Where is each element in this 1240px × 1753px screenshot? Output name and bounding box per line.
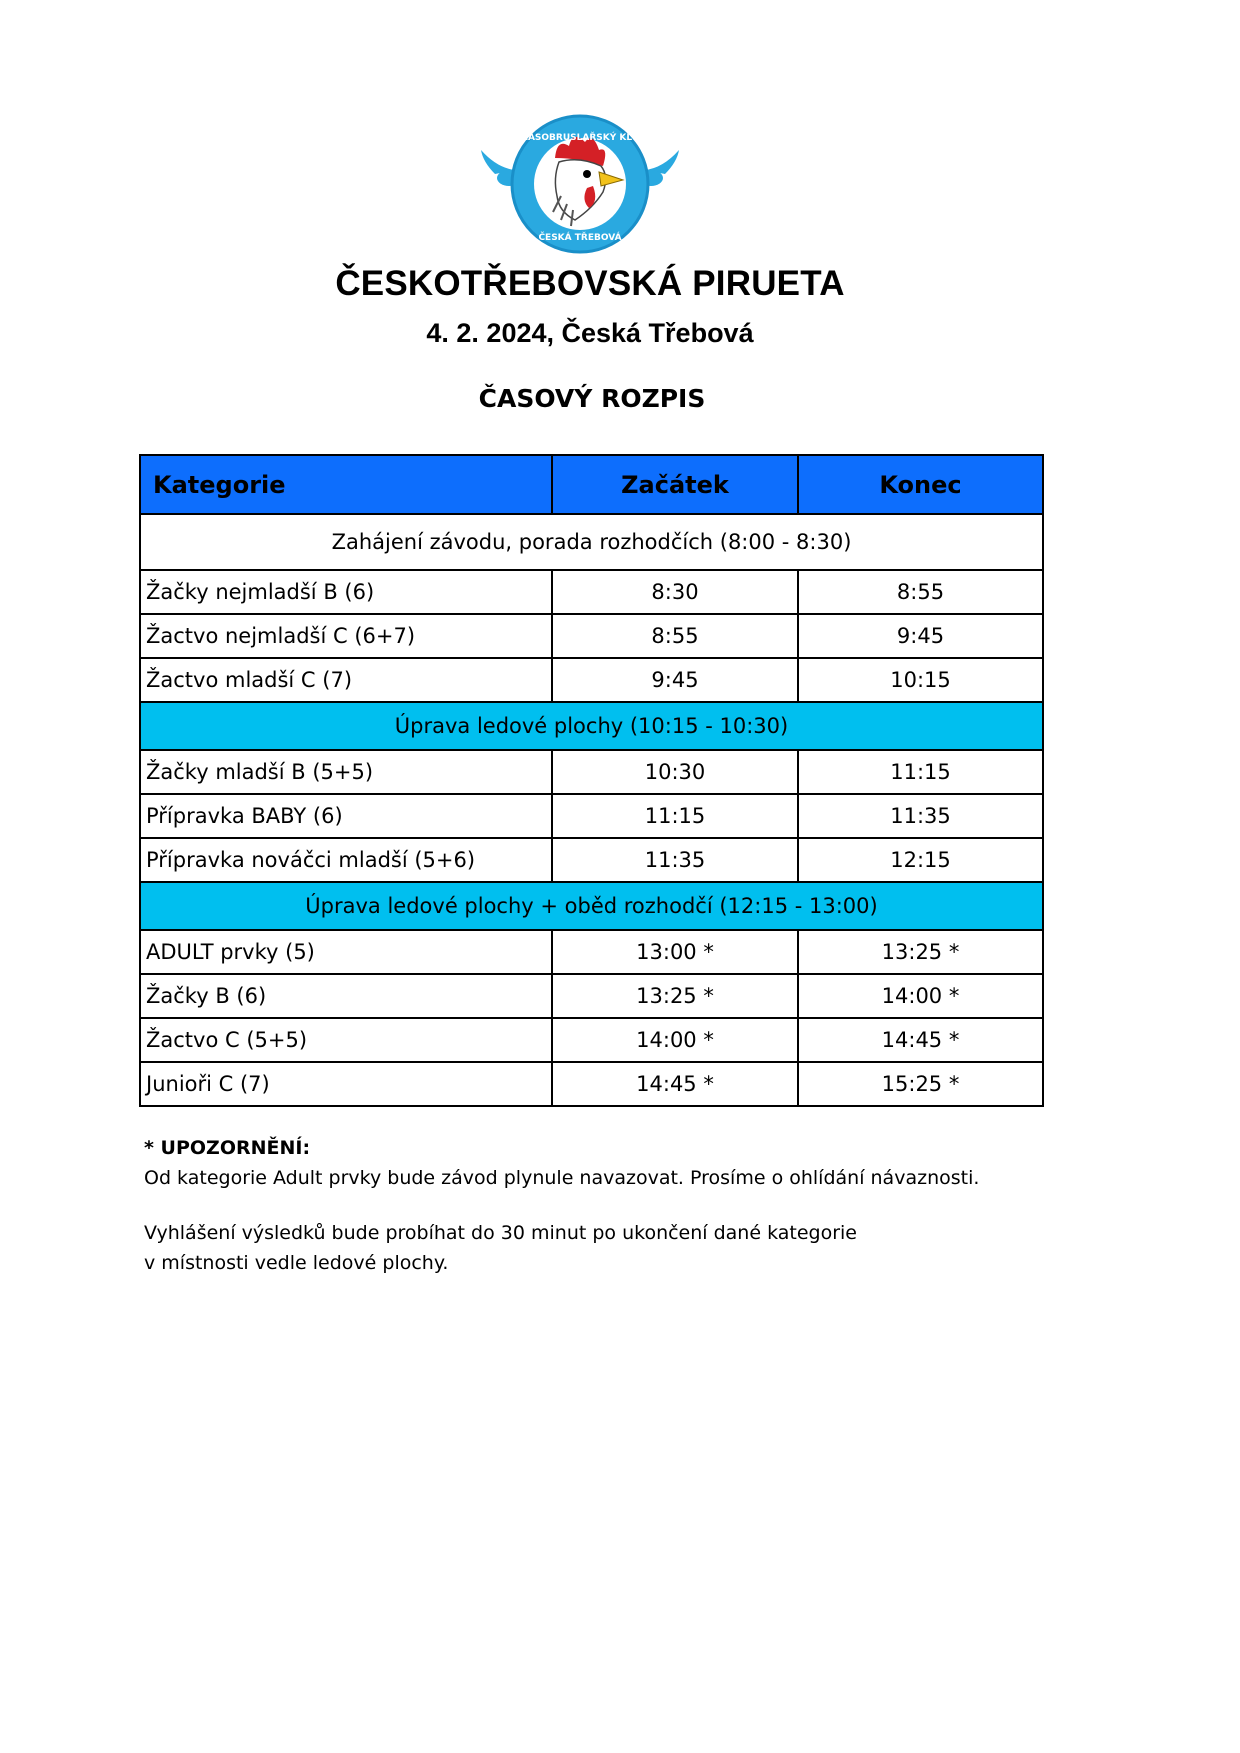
event-date-location: 4. 2. 2024, Česká Třebová	[426, 318, 754, 348]
end-cell: 14:00 *	[798, 974, 1043, 1018]
table-row	[140, 794, 1043, 838]
category-cell: ADULT prvky (5)	[140, 930, 552, 974]
table-row	[140, 838, 1043, 882]
end-cell: 14:45 *	[798, 1018, 1043, 1062]
table-row	[140, 1062, 1043, 1106]
category-cell: Přípravka BABY (6)	[140, 794, 552, 838]
start-cell: 10:30	[552, 750, 798, 794]
opening-note: Zahájení závodu, porada rozhodčích (8:00 - 8:30)	[140, 514, 1043, 570]
category-cell: Žačky mladší B (5+5)	[140, 750, 552, 794]
category-cell: Junioři C (7)	[140, 1062, 552, 1106]
table-row	[140, 750, 1043, 794]
start-cell: 14:45 *	[552, 1062, 798, 1106]
category-cell: Žactvo nejmladší C (6+7)	[140, 614, 552, 658]
start-cell: 14:00 *	[552, 1018, 798, 1062]
table-header-row	[140, 455, 1043, 514]
break-row	[140, 702, 1043, 750]
start-cell: 11:35	[552, 838, 798, 882]
results-line: Vyhlášení výsledků bude probíhat do 30 minut po ukončení dané kategorie	[144, 1222, 857, 1244]
notice-text: Od kategorie Adult prvky bude závod plynule navazovat. Prosíme o ohlídání návaznosti.	[144, 1167, 980, 1189]
end-cell: 8:55	[798, 570, 1043, 614]
end-cell: 9:45	[798, 614, 1043, 658]
logo-bottom-text: ČESKÁ TŘEBOVÁ	[538, 233, 622, 243]
category-cell: Žačky B (6)	[140, 974, 552, 1018]
opening-row	[140, 514, 1043, 570]
results-info	[144, 1218, 857, 1278]
end-cell: 11:35	[798, 794, 1043, 838]
category-cell: Přípravka nováčci mladší (5+6)	[140, 838, 552, 882]
table-row	[140, 658, 1043, 702]
results-line: v místnosti vedle ledové plochy.	[144, 1252, 449, 1274]
start-cell: 13:25 *	[552, 974, 798, 1018]
end-cell: 10:15	[798, 658, 1043, 702]
table-row	[140, 1018, 1043, 1062]
table-row	[140, 930, 1043, 974]
start-cell: 11:15	[552, 794, 798, 838]
start-cell: 8:55	[552, 614, 798, 658]
start-cell: 9:45	[552, 658, 798, 702]
header-start: Začátek	[552, 455, 798, 514]
start-cell: 8:30	[552, 570, 798, 614]
break-row	[140, 882, 1043, 930]
header-end: Konec	[798, 455, 1043, 514]
table-row	[140, 974, 1043, 1018]
header-category: Kategorie	[140, 455, 552, 514]
section-title: ČASOVÝ ROZPIS	[478, 384, 706, 413]
break-note: Úprava ledové plochy (10:15 - 10:30)	[140, 702, 1043, 750]
logo-top-text: KRASOBRUSLAŘSKÝ KLUB	[514, 133, 646, 143]
table-row	[140, 614, 1043, 658]
end-cell: 11:15	[798, 750, 1043, 794]
start-cell: 13:00 *	[552, 930, 798, 974]
end-cell: 15:25 *	[798, 1062, 1043, 1106]
end-cell: 12:15	[798, 838, 1043, 882]
club-logo	[475, 112, 685, 262]
notice-heading: * UPOZORNĚNÍ:	[144, 1137, 311, 1159]
category-cell: Žačky nejmladší B (6)	[140, 570, 552, 614]
category-cell: Žactvo mladší C (7)	[140, 658, 552, 702]
end-cell: 13:25 *	[798, 930, 1043, 974]
schedule-table	[139, 454, 1044, 1107]
table-row	[140, 570, 1043, 614]
page-title: ČESKOTŘEBOVSKÁ PIRUETA	[335, 264, 845, 303]
category-cell: Žactvo C (5+5)	[140, 1018, 552, 1062]
break-note: Úprava ledové plochy + oběd rozhodčí (12:15 - 13:00)	[140, 882, 1043, 930]
notice-block	[144, 1133, 979, 1193]
